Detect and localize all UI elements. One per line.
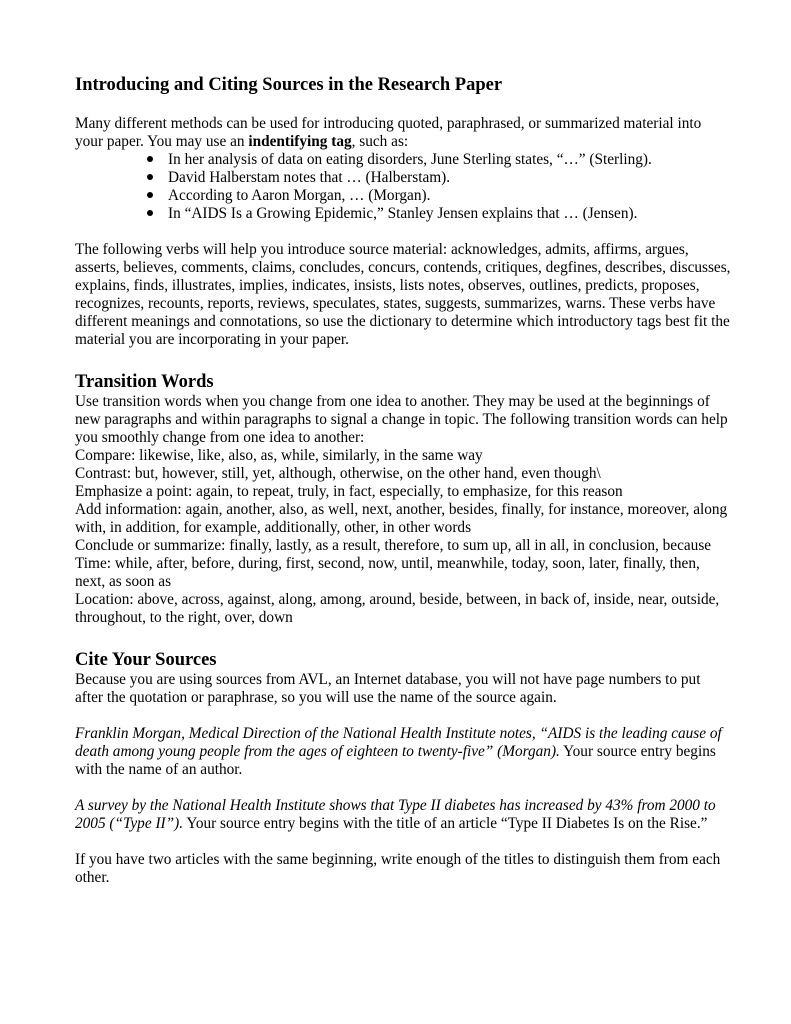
list-item bbox=[147, 169, 731, 187]
bullet-icon bbox=[147, 205, 168, 223]
page-title: Introducing and Citing Sources in the Research Paper bbox=[75, 75, 503, 95]
example-author-italic: Franklin Morgan, Medical Direction of the National Health Institute notes, “AIDS is the leading cause of death among young people from the ages of eighteen to twenty-five” (Morgan). bbox=[75, 725, 722, 760]
intro-bold-term: indentifying tag bbox=[248, 133, 352, 150]
list-item-text: David Halberstam notes that … (Halberstam). bbox=[168, 169, 451, 186]
bullet-icon bbox=[147, 151, 168, 169]
intro-text-1: Many different methods can be used for introducing quoted, paraphrased, or summarized material into your paper. You may use an bbox=[75, 115, 702, 150]
example-tag-list bbox=[75, 151, 731, 223]
spacer bbox=[75, 707, 731, 725]
list-item-text: In “AIDS Is a Growing Epidemic,” Stanley Jensen explains that … (Jensen). bbox=[168, 205, 638, 222]
intro-text-2: , such as: bbox=[351, 133, 409, 150]
list-item-text: In her analysis of data on eating disorders, June Sterling states, “…” (Sterling). bbox=[168, 151, 652, 168]
example-title-note: Your source entry begins with the title of an article “Type II Diabetes Is on the Rise.” bbox=[183, 815, 708, 832]
cite-example-author bbox=[75, 725, 731, 779]
list-item bbox=[147, 187, 731, 205]
list-item bbox=[147, 205, 731, 223]
cite-closing: If you have two articles with the same beginning, write enough of the titles to distinguish them from each other. bbox=[75, 851, 721, 886]
intro-paragraph bbox=[75, 115, 731, 151]
spacer bbox=[75, 627, 731, 649]
transition-line-emphasize: Emphasize a point: again, to repeat, truly, in fact, especially, to emphasize, for this reason bbox=[75, 483, 623, 500]
transition-intro: Use transition words when you change from one idea to another. They may be used at the beginnings of new paragraphs and within paragraphs to signal a change in topic. The following transition words can help you smoothly change from one idea to another: bbox=[75, 393, 728, 446]
example-author-note: Your source entry begins with the name of an author. bbox=[75, 743, 716, 778]
verbs-paragraph: The following verbs will help you introduce source material: acknowledges, admits, affirms, argues, asserts, believes, comments, claims, concludes, concurs, contends, critiques, degfines, describes, discusses, explains, finds, illustrates, implies, indicates, insists, lists notes, observes, outlines, predicts, proposes, recognizes, recounts, reports, reviews, speculates, states, suggests, summarizes, warns. These verbs have different meanings and connotations, so use the dictionary to determine which introductory tags best fit the material you are incorporating in your paper. bbox=[75, 241, 731, 348]
transition-line-location: Location: above, across, against, along, among, around, beside, between, in back of, inside, near, outside, throughout, to the right, over, down bbox=[75, 591, 720, 626]
spacer bbox=[75, 349, 731, 371]
list-item bbox=[147, 151, 731, 169]
list-item-text: According to Aaron Morgan, … (Morgan). bbox=[168, 187, 431, 204]
bullet-icon bbox=[147, 169, 168, 187]
transition-line-add: Add information: again, another, also, as well, next, another, besides, finally, for instance, moreover, along with, in addition, for example, additionally, other, in other words bbox=[75, 501, 728, 536]
transition-line-time: Time: while, after, before, during, first, second, now, until, meanwhile, today, soon, later, finally, then, next, as soon as bbox=[75, 555, 700, 590]
transition-line-compare: Compare: likewise, like, also, as, while, similarly, in the same way bbox=[75, 447, 483, 464]
bullet-icon bbox=[147, 187, 168, 205]
cite-heading: Cite Your Sources bbox=[75, 650, 217, 670]
example-title-italic: A survey by the National Health Institute shows that Type II diabetes has increased by 43% from 2000 to 2005 (“Type II”). bbox=[75, 797, 716, 832]
spacer bbox=[75, 223, 731, 241]
transition-line-conclude: Conclude or summarize: finally, lastly, as a result, therefore, to sum up, all in all, in conclusion, because bbox=[75, 537, 712, 554]
cite-intro: Because you are using sources from AVL, an Internet database, you will not have page numbers to put after the quotation or paraphrase, so you will use the name of the source again. bbox=[75, 671, 701, 706]
spacer bbox=[75, 779, 731, 797]
transition-line-contrast: Contrast: but, however, still, yet, although, otherwise, on the other hand, even though\ bbox=[75, 465, 601, 482]
cite-example-title bbox=[75, 797, 731, 833]
transition-heading: Transition Words bbox=[75, 372, 214, 392]
spacer bbox=[75, 833, 731, 851]
